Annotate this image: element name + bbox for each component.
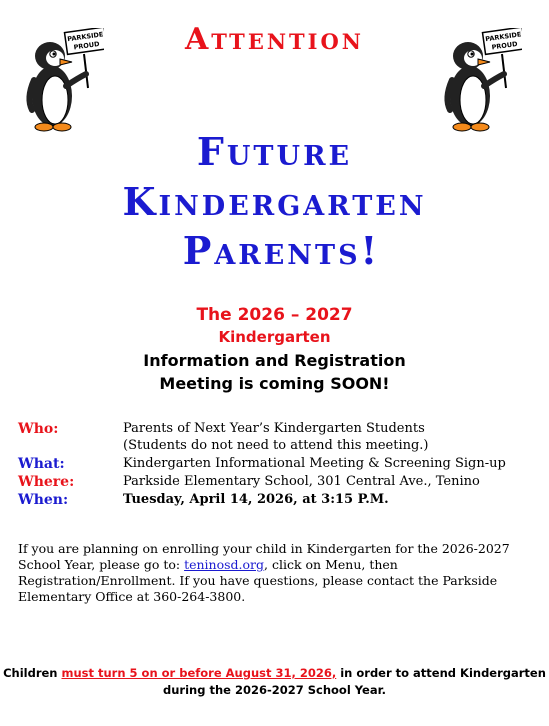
announcement-year: The 2026 – 2027 xyxy=(196,305,353,325)
para-after-link: , click on Menu, then Registration/Enrollment. If you have questions, please contact the Parkside Elementary Office at 360-264-3800. xyxy=(18,557,498,604)
announcement-kindergarten: Kindergarten xyxy=(218,328,331,346)
what-label: What: xyxy=(18,456,65,472)
para-before-link: If you are planning on enrolling your child in Kindergarten for the 2026-2027 School Year, please go to: xyxy=(18,541,510,572)
headline-kindergarten: Kindergarten xyxy=(122,179,427,224)
footer-emphasis: must turn 5 on or before August 31, 2026, xyxy=(61,666,337,680)
what-value: Kindergarten Informational Meeting & Screening Sign-up xyxy=(123,456,506,471)
who-row xyxy=(18,421,538,439)
age-requirement-note xyxy=(0,665,549,699)
announcement-info: Information and Registration xyxy=(143,351,406,370)
where-value: Parkside Elementary School, 301 Central Ave., Tenino xyxy=(123,474,480,489)
who-row-note xyxy=(18,438,538,456)
sign-text-1: PARKSIDE xyxy=(66,30,104,44)
teninosd-link[interactable]: teninosd.org xyxy=(184,557,265,572)
sign-text-1: PARKSIDE xyxy=(484,30,522,44)
when-value: Tuesday, April 14, 2026, at 3:15 P.M. xyxy=(123,492,389,507)
footer-part1: Children xyxy=(3,666,62,680)
headline-future: Future xyxy=(196,129,353,174)
footer-part2: in order to attend Kindergarten during the 2026-2027 School Year. xyxy=(163,666,546,697)
sign-text-2: PROUD xyxy=(491,39,518,52)
what-row xyxy=(18,456,538,474)
when-row xyxy=(18,492,538,510)
attention-heading: Attention xyxy=(185,22,364,57)
when-label: When: xyxy=(18,492,69,508)
who-value: Parents of Next Year’s Kindergarten Students xyxy=(123,421,425,436)
enrollment-paragraph xyxy=(18,541,533,605)
who-label: Who: xyxy=(18,421,59,437)
sign-text-2: PROUD xyxy=(73,39,100,52)
who-note: (Students do not need to attend this meeting.) xyxy=(123,438,429,453)
where-label: Where: xyxy=(18,474,75,490)
where-row xyxy=(18,474,538,492)
announcement-soon: Meeting is coming SOON! xyxy=(159,374,390,393)
headline-parents: Parents! xyxy=(182,228,381,273)
